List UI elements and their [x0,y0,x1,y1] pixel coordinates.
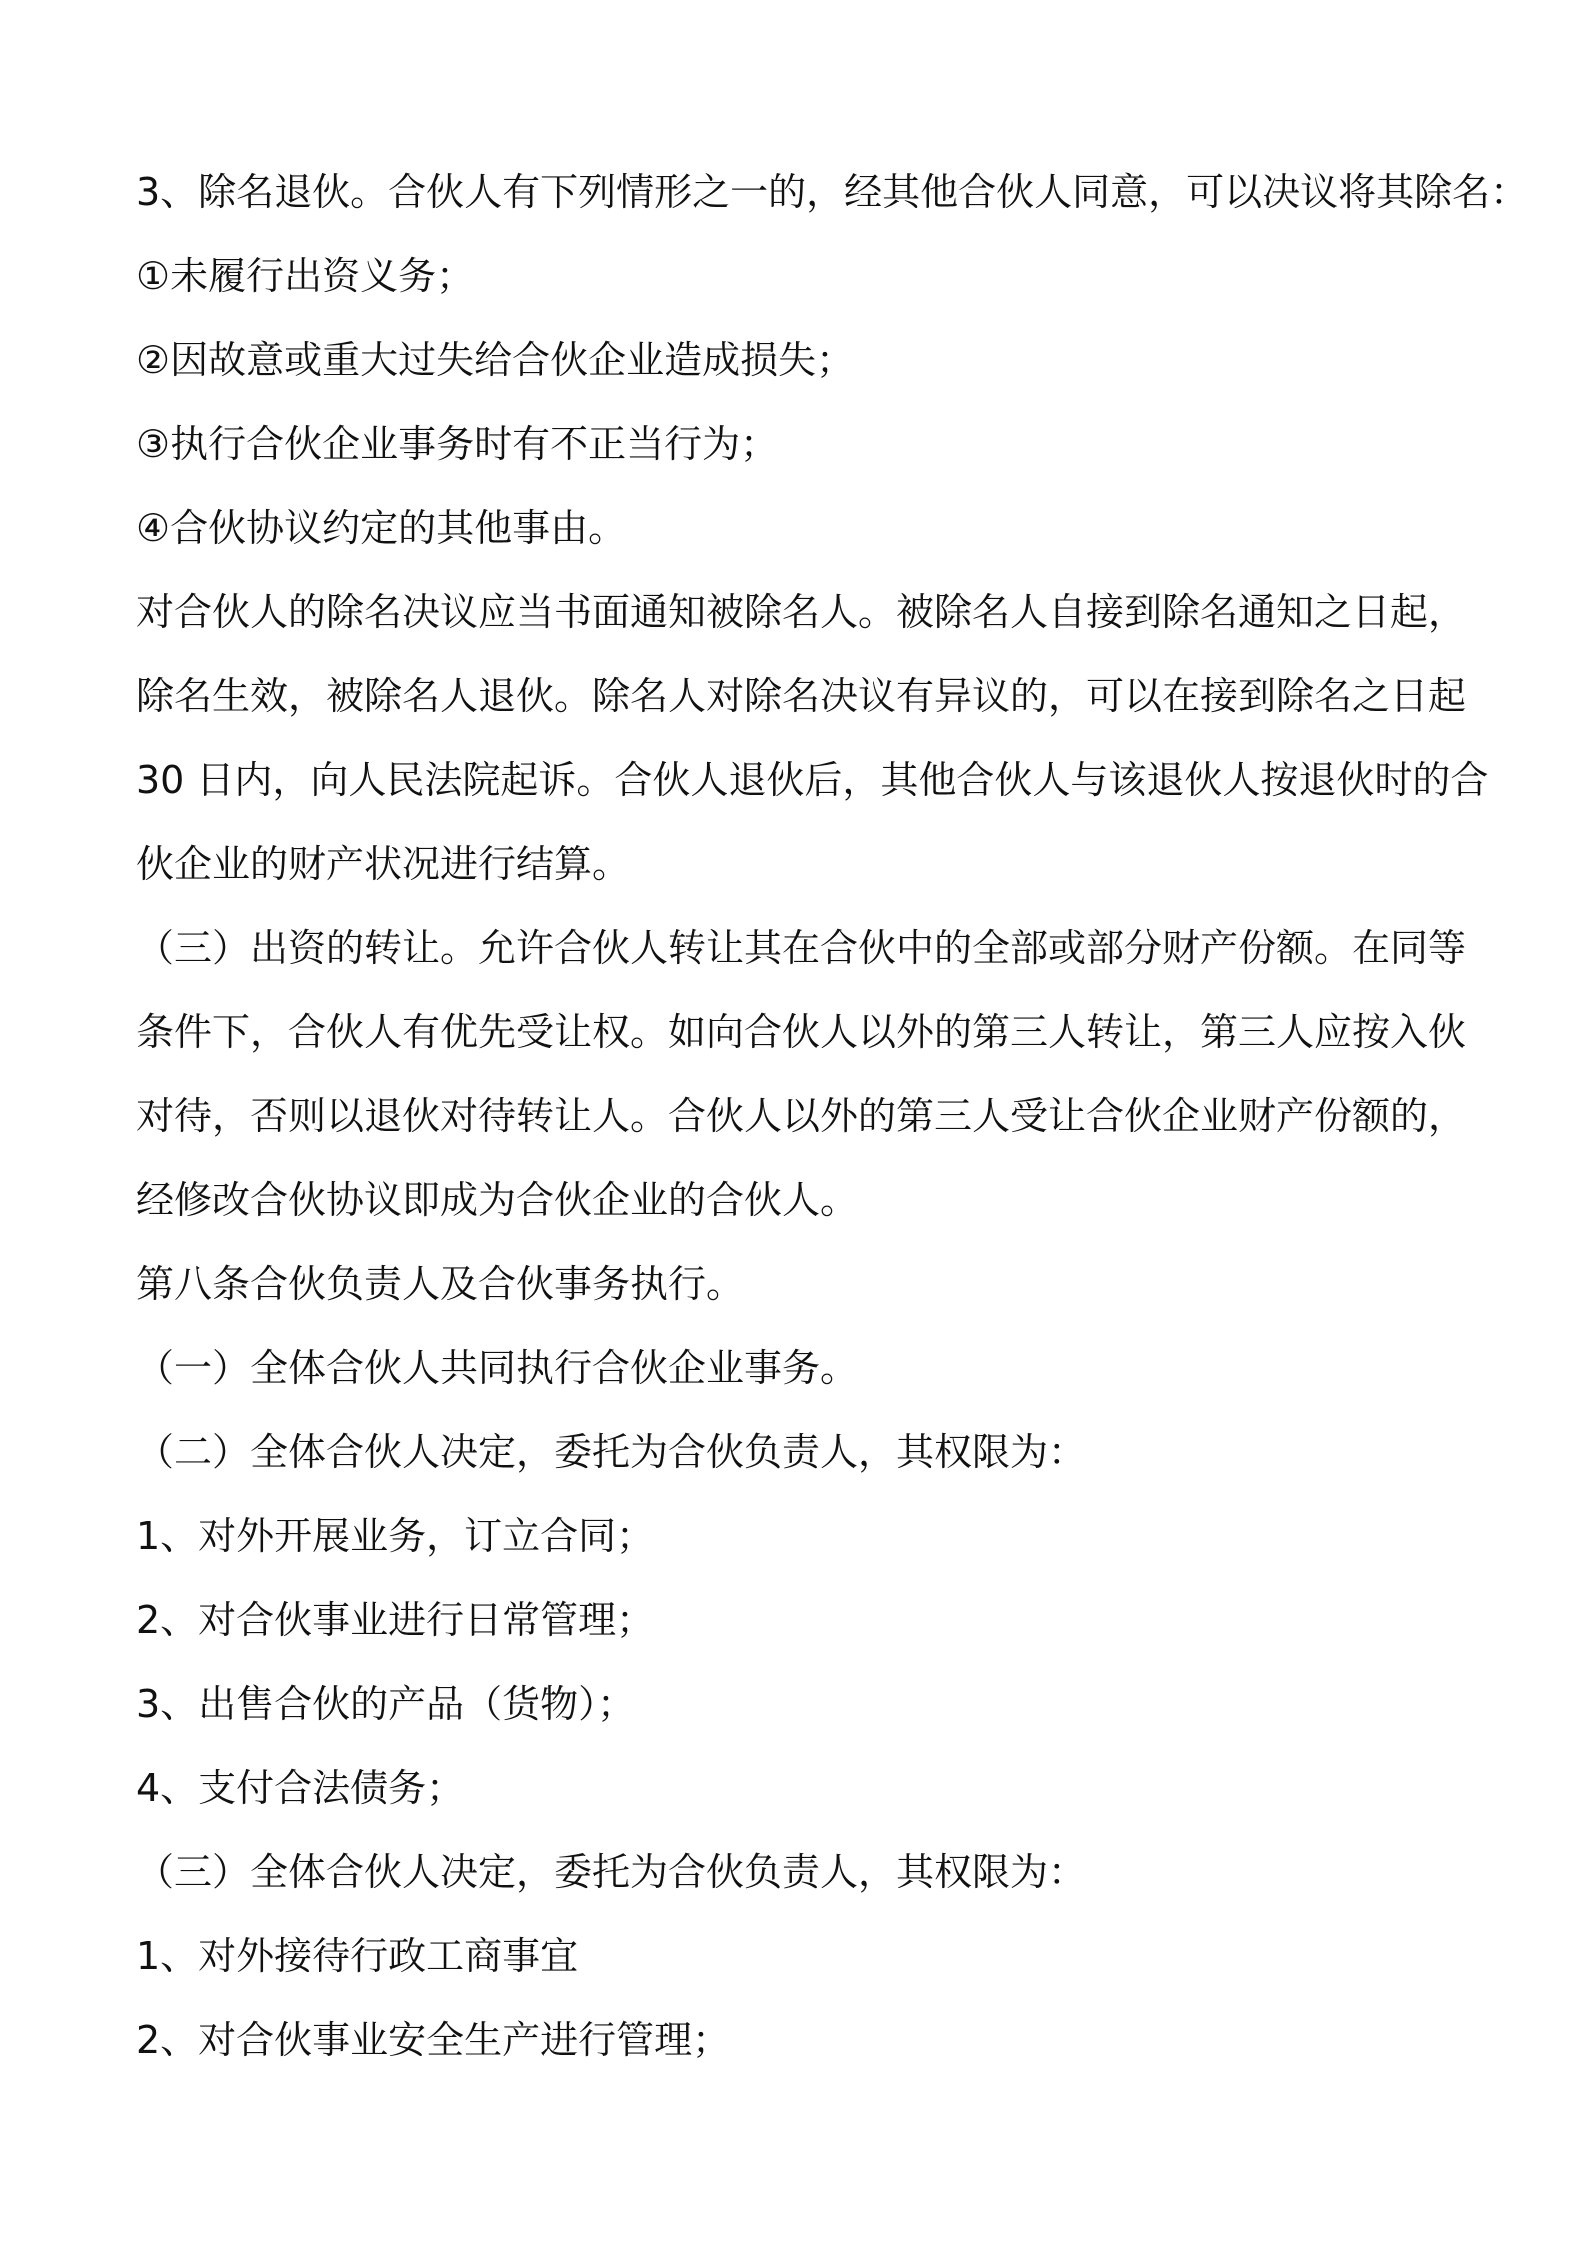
list-item: 2、对合伙事业进行日常管理； [136,1598,655,1642]
text-line: ③执行合伙企业事务时有不正当行为； [136,422,779,466]
text-line: 除名生效，被除名人退伙。除名人对除名决议有异议的，可以在接到除名之日起 [136,674,1467,718]
text-line: 30 日内，向人民法院起诉。合伙人退伙后，其他合伙人与该退伙人按退伙时的合 [136,758,1489,802]
list-item: 3、出售合伙的产品（货物）； [136,1682,636,1726]
text-line: ④合伙协议约定的其他事由。 [136,506,627,550]
list-item: 1、对外开展业务，订立合同； [136,1514,655,1558]
list-item: 4、支付合法债务； [136,1766,465,1810]
list-item: 1、对外接待行政工商事宜 [136,1934,579,1978]
text-line: 对待，否则以退伙对待转让人。合伙人以外的第三人受让合伙企业财产份额的， [136,1094,1467,1138]
text-line: 伙企业的财产状况进行结算。 [136,842,631,886]
text-line: ①未履行出资义务； [136,254,475,298]
list-item: 2、对合伙事业安全生产进行管理； [136,2018,731,2062]
text-line: 经修改合伙协议即成为合伙企业的合伙人。 [136,1178,859,1222]
text-line: ②因故意或重大过失给合伙企业造成损失； [136,338,855,382]
text-line: （三）出资的转让。允许合伙人转让其在合伙中的全部或部分财产份额。在同等 [136,926,1467,970]
document-body [136,150,1529,2082]
text-line: （二）全体合伙人决定，委托为合伙负责人，其权限为： [136,1430,1087,1474]
text-line: 3、除名退伙。合伙人有下列情形之一的，经其他合伙人同意，可以决议将其除名： [136,170,1529,214]
section-heading: 第八条合伙负责人及合伙事务执行。 [136,1262,745,1306]
text-line: 对合伙人的除名决议应当书面通知被除名人。被除名人自接到除名通知之日起， [136,590,1467,634]
text-line: （三）全体合伙人决定，委托为合伙负责人，其权限为： [136,1850,1087,1894]
text-line: （一）全体合伙人共同执行合伙企业事务。 [136,1346,859,1390]
text-line: 条件下，合伙人有优先受让权。如向合伙人以外的第三人转让，第三人应按入伙 [136,1010,1467,1054]
